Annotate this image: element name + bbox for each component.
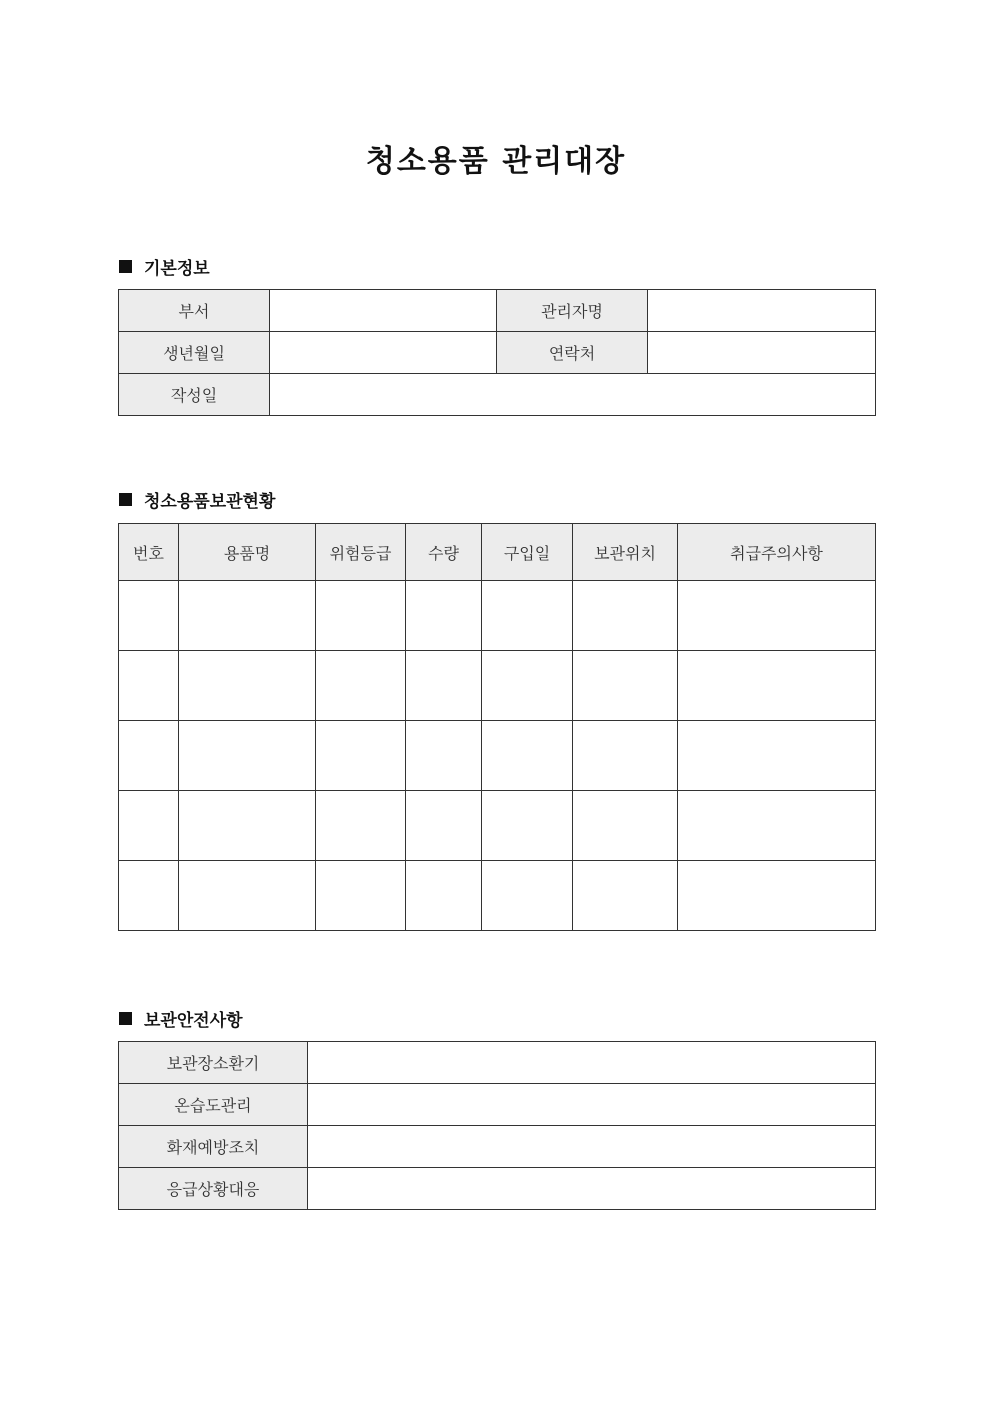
- table-cell[interactable]: [119, 791, 179, 861]
- table-cell[interactable]: [316, 861, 406, 931]
- table-cell[interactable]: [482, 651, 573, 721]
- table-cell[interactable]: [119, 651, 179, 721]
- written-date-label: 작성일: [119, 374, 270, 416]
- table-cell[interactable]: [179, 581, 316, 651]
- section-heading-label: 청소용품보관현황: [144, 492, 276, 512]
- section-heading-storage-safety: [119, 1006, 243, 1031]
- table-cell[interactable]: [119, 721, 179, 791]
- ventilation-label: 보관장소환기: [119, 1042, 308, 1084]
- table-cell[interactable]: [678, 791, 876, 861]
- column-header-item-name: 용품명: [179, 524, 316, 581]
- table-cell[interactable]: [678, 581, 876, 651]
- basic-info-table: [118, 289, 876, 416]
- column-header-quantity: 수량: [406, 524, 482, 581]
- square-bullet-icon: [119, 260, 132, 273]
- table-cell[interactable]: [573, 791, 678, 861]
- storage-status-table: [118, 523, 876, 931]
- emergency-response-label: 응급상황대응: [119, 1168, 308, 1210]
- department-label: 부서: [119, 290, 270, 332]
- section-heading-label: 보관안전사항: [144, 1011, 243, 1031]
- table-cell[interactable]: [179, 861, 316, 931]
- department-field[interactable]: [270, 290, 497, 332]
- birthdate-label: 생년월일: [119, 332, 270, 374]
- fire-prevention-label: 화재예방조치: [119, 1126, 308, 1168]
- table-cell[interactable]: [316, 791, 406, 861]
- column-header-hazard-level: 위험등급: [316, 524, 406, 581]
- table-cell[interactable]: [482, 721, 573, 791]
- table-row: [119, 721, 876, 791]
- table-cell[interactable]: [678, 651, 876, 721]
- manager-field[interactable]: [648, 290, 876, 332]
- written-date-field[interactable]: [270, 374, 876, 416]
- table-cell[interactable]: [406, 581, 482, 651]
- table-cell[interactable]: [119, 581, 179, 651]
- table-row: [119, 1126, 876, 1168]
- table-cell[interactable]: [316, 581, 406, 651]
- table-row: [119, 861, 876, 931]
- birthdate-field[interactable]: [270, 332, 497, 374]
- contact-label: 연락처: [497, 332, 648, 374]
- table-cell[interactable]: [316, 721, 406, 791]
- table-row: [119, 791, 876, 861]
- page-title: 청소용품 관리대장: [365, 144, 627, 179]
- table-cell[interactable]: [406, 651, 482, 721]
- table-row: [119, 374, 876, 416]
- square-bullet-icon: [119, 493, 132, 506]
- table-cell[interactable]: [678, 721, 876, 791]
- table-cell[interactable]: [179, 791, 316, 861]
- column-header-purchase-date: 구입일: [482, 524, 573, 581]
- table-cell[interactable]: [179, 651, 316, 721]
- table-row: [119, 1168, 876, 1210]
- emergency-response-field[interactable]: [308, 1168, 876, 1210]
- table-cell[interactable]: [573, 721, 678, 791]
- manager-label: 관리자명: [497, 290, 648, 332]
- table-header-row: [119, 524, 876, 581]
- table-row: [119, 332, 876, 374]
- contact-field[interactable]: [648, 332, 876, 374]
- table-cell[interactable]: [573, 581, 678, 651]
- table-cell[interactable]: [406, 791, 482, 861]
- table-cell[interactable]: [482, 791, 573, 861]
- table-cell[interactable]: [179, 721, 316, 791]
- temperature-humidity-field[interactable]: [308, 1084, 876, 1126]
- ventilation-field[interactable]: [308, 1042, 876, 1084]
- table-cell[interactable]: [482, 861, 573, 931]
- table-cell[interactable]: [406, 861, 482, 931]
- square-bullet-icon: [119, 1012, 132, 1025]
- table-cell[interactable]: [406, 721, 482, 791]
- storage-safety-table: [118, 1041, 876, 1210]
- section-heading-label: 기본정보: [144, 259, 210, 279]
- table-cell[interactable]: [119, 861, 179, 931]
- table-cell[interactable]: [678, 861, 876, 931]
- column-header-handling-caution: 취급주의사항: [678, 524, 876, 581]
- temperature-humidity-label: 온습도관리: [119, 1084, 308, 1126]
- table-row: [119, 581, 876, 651]
- table-cell[interactable]: [316, 651, 406, 721]
- section-heading-storage-status: [119, 487, 275, 512]
- table-cell[interactable]: [573, 861, 678, 931]
- table-cell[interactable]: [482, 581, 573, 651]
- table-row: [119, 1042, 876, 1084]
- fire-prevention-field[interactable]: [308, 1126, 876, 1168]
- column-header-storage-location: 보관위치: [573, 524, 678, 581]
- section-heading-basic-info: [119, 254, 210, 279]
- table-row: [119, 290, 876, 332]
- table-cell[interactable]: [573, 651, 678, 721]
- table-row: [119, 651, 876, 721]
- table-row: [119, 1084, 876, 1126]
- column-header-number: 번호: [119, 524, 179, 581]
